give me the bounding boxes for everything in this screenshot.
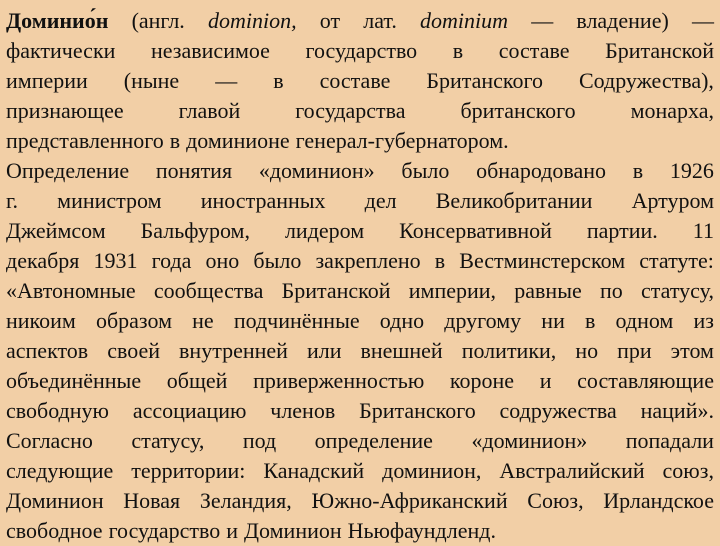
text-line xyxy=(6,36,714,66)
word: свободную xyxy=(6,398,109,423)
word: признающее xyxy=(6,98,124,123)
text-line xyxy=(6,6,714,36)
word: государства xyxy=(295,98,406,123)
word: министром xyxy=(57,188,162,213)
word: независимое xyxy=(151,38,270,63)
word: и xyxy=(539,368,552,393)
defined-term: Доминио́н xyxy=(6,8,109,33)
word: — xyxy=(215,68,238,93)
word: одно xyxy=(379,308,425,333)
word: года xyxy=(151,248,192,273)
word: образом xyxy=(95,308,172,333)
word: в xyxy=(169,128,181,153)
word: внутренней xyxy=(179,338,288,363)
word: территории: xyxy=(131,458,246,483)
word: в xyxy=(584,308,596,333)
text-line xyxy=(6,126,714,156)
word: государство xyxy=(305,38,418,63)
word: Бальфуром, xyxy=(140,218,250,243)
word: равные xyxy=(514,278,582,303)
word: объединённые xyxy=(6,368,142,393)
word: или xyxy=(306,338,342,363)
text-line xyxy=(6,246,714,276)
word: Зеландия, xyxy=(199,488,292,513)
text-line xyxy=(6,366,714,396)
word: Доминион xyxy=(244,518,342,543)
word: Определение xyxy=(6,158,130,183)
text-line xyxy=(6,456,714,486)
word: но xyxy=(575,338,599,363)
word: в xyxy=(273,68,284,93)
word: Британского xyxy=(359,398,476,423)
word: при xyxy=(617,338,652,363)
word: — xyxy=(691,8,714,33)
word: Новая xyxy=(123,488,181,513)
word: Британской xyxy=(281,278,391,303)
word: членов xyxy=(270,398,336,423)
word: (ныне xyxy=(123,68,180,93)
text-line xyxy=(6,66,714,96)
word: доминион, xyxy=(382,458,482,483)
word: свободное xyxy=(6,518,103,543)
word: составе xyxy=(319,68,391,93)
definition-text xyxy=(6,6,714,546)
word: империи, xyxy=(408,278,497,303)
text-line xyxy=(6,156,714,186)
word: этом xyxy=(670,338,714,363)
word: статуте: xyxy=(639,248,714,273)
text-line xyxy=(6,186,714,216)
text-line xyxy=(6,336,714,366)
word: подчинённые xyxy=(233,308,360,333)
word: г. xyxy=(6,188,19,213)
word: из xyxy=(693,308,714,333)
word: «доминион» xyxy=(471,428,588,453)
word: от xyxy=(319,8,341,33)
word: одном xyxy=(615,308,674,333)
word: приверженностью xyxy=(253,368,425,393)
word: Союз, xyxy=(527,488,584,513)
word: государство xyxy=(108,518,221,543)
word: dominion, xyxy=(207,8,297,33)
text-line xyxy=(6,516,714,546)
text-line xyxy=(6,276,714,306)
word: попадали xyxy=(625,428,714,453)
word: наций». xyxy=(640,398,714,423)
word: британского xyxy=(460,98,576,123)
word: иностранных xyxy=(200,188,326,213)
word: Доминион xyxy=(6,488,104,513)
word: составляющие xyxy=(577,368,714,393)
text-line xyxy=(6,306,714,336)
word: партии. xyxy=(586,218,658,243)
word: фактически xyxy=(6,38,116,63)
word: сообщества xyxy=(153,278,264,303)
word: политики, xyxy=(461,338,557,363)
word: по xyxy=(599,278,623,303)
word: короне xyxy=(449,368,515,393)
word: монарха, xyxy=(630,98,714,123)
word: обнародовано xyxy=(476,158,607,183)
word: другому xyxy=(444,308,522,333)
word: Южно-Африканский xyxy=(311,488,508,513)
word: понятия xyxy=(155,158,233,183)
word: (англ. xyxy=(131,8,185,33)
word: было xyxy=(401,158,450,183)
word: ни xyxy=(541,308,565,333)
word: составе xyxy=(498,38,570,63)
word: Канадский xyxy=(263,458,365,483)
text-line xyxy=(6,486,714,516)
word: генерал-губернатором. xyxy=(295,128,509,153)
word: декабря xyxy=(6,248,80,273)
word: дел xyxy=(364,188,397,213)
word: 1931 xyxy=(93,248,138,273)
word: своей xyxy=(107,338,161,363)
word: определение xyxy=(314,428,433,453)
word: содружества xyxy=(499,398,617,423)
text-line xyxy=(6,396,714,426)
text-line xyxy=(6,216,714,246)
word: и xyxy=(226,518,239,543)
word: главой xyxy=(178,98,241,123)
text-line xyxy=(6,96,714,126)
word: в xyxy=(632,158,644,183)
word: Вестминстерском xyxy=(459,248,626,273)
word: статусу, xyxy=(641,278,714,303)
word: в xyxy=(452,38,464,63)
word: союз, xyxy=(662,458,714,483)
word: Великобритании xyxy=(435,188,593,213)
word: «Автономные xyxy=(6,278,136,303)
word: лат. xyxy=(363,8,397,33)
word: Австралийский xyxy=(499,458,645,483)
word: статусу, xyxy=(131,428,205,453)
word: ассоциацию xyxy=(132,398,247,423)
word: внешней xyxy=(360,338,443,363)
word: 1926 xyxy=(669,158,714,183)
word: империи xyxy=(6,68,88,93)
word: — xyxy=(531,8,554,33)
word: владение) xyxy=(576,8,669,33)
word: под xyxy=(242,428,277,453)
word: Британского xyxy=(426,68,543,93)
word: 11 xyxy=(692,218,714,243)
word: Ньюфаундленд. xyxy=(347,518,496,543)
word: Британской xyxy=(605,38,714,63)
word: никоим xyxy=(6,308,76,333)
word: Ирландское xyxy=(603,488,714,513)
word: Содружества), xyxy=(578,68,714,93)
word: в xyxy=(434,248,446,273)
word: Артуром xyxy=(631,188,714,213)
word: Консервативной xyxy=(399,218,552,243)
word: «доминион» xyxy=(258,158,375,183)
word: оно xyxy=(205,248,240,273)
word: представленного xyxy=(6,128,164,153)
word: аспектов xyxy=(6,338,89,363)
word: общей xyxy=(166,368,228,393)
text-line xyxy=(6,426,714,456)
word: было xyxy=(253,248,302,273)
word: не xyxy=(192,308,214,333)
word: закреплено xyxy=(315,248,421,273)
word: следующие xyxy=(6,458,114,483)
word: dominium xyxy=(420,8,509,33)
word: лидером xyxy=(284,218,365,243)
word: доминионе xyxy=(186,128,290,153)
word: Согласно xyxy=(6,428,93,453)
word: Джеймсом xyxy=(6,218,106,243)
